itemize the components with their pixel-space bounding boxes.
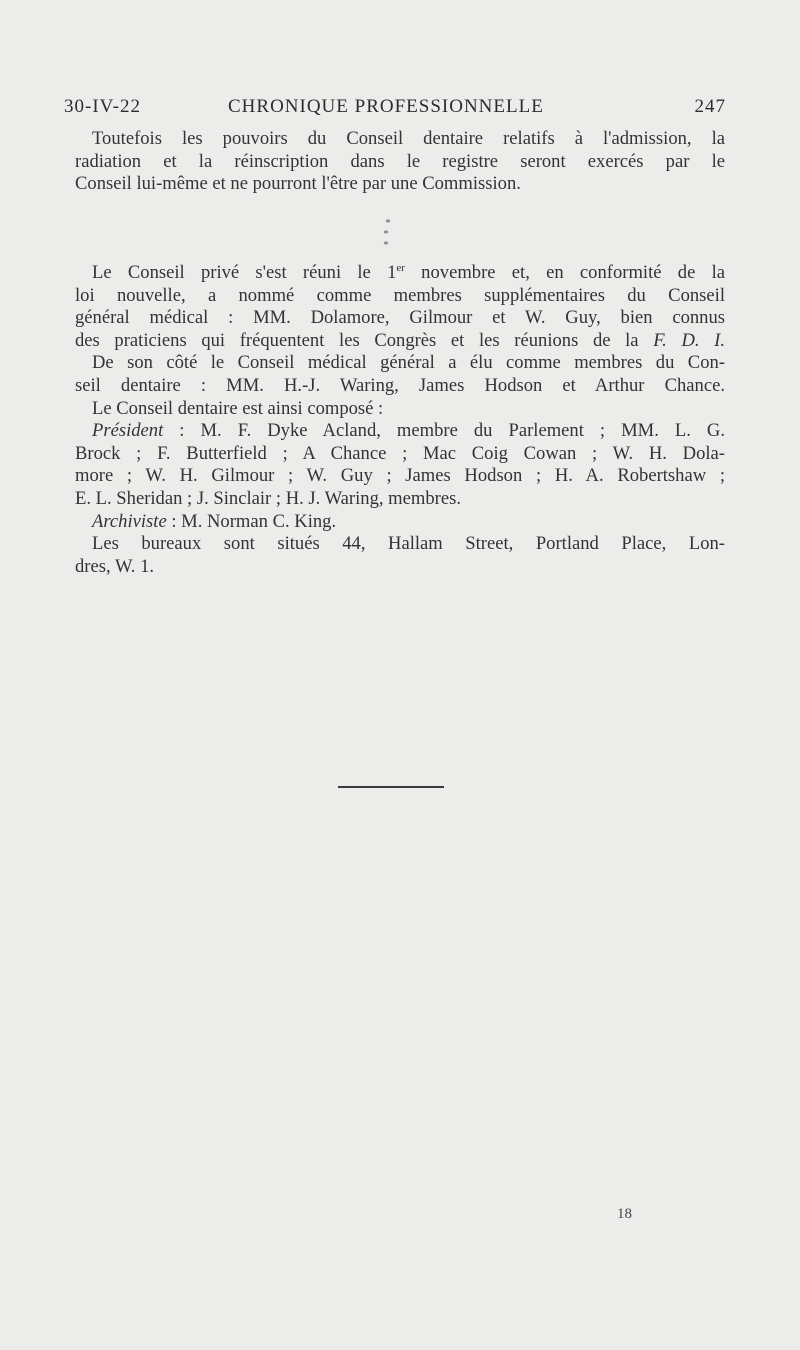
text-line: E. L. Sheridan ; J. Sinclair ; H. J. Waring, membres.: [75, 487, 461, 509]
text-span: : M. F. Dyke Acland, membre du Parlement ; MM. L. G.: [163, 420, 725, 442]
text-line: Brock ; F. Butterfield ; A Chance ; Mac Coig Cowan ; W. H. Dola-: [75, 442, 725, 464]
section-divider: [338, 786, 444, 788]
text-line: radiation et la réinscription dans le registre seront exercés par le: [75, 150, 725, 172]
text-line: De son côté le Conseil médical général a élu comme membres du Con-: [92, 352, 725, 374]
text-line: dres, W. 1.: [75, 555, 155, 577]
text-line: more ; W. H. Gilmour ; W. Guy ; James Hodson ; H. A. Robertshaw ;: [75, 465, 725, 487]
text-line: [75, 420, 725, 443]
text-line: général médical : MM. Dolamore, Gilmour et W. Guy, bien connus: [75, 307, 725, 329]
asterism-top: *: [385, 217, 391, 229]
text-span: novembre et, en conformité de la: [404, 262, 725, 283]
text-line: Les bureaux sont situés 44, Hallam Street, Portland Place, Lon-: [92, 533, 725, 555]
paragraph-powers: [75, 128, 725, 196]
text-span: Le Conseil privé s'est réuni le 1: [92, 262, 397, 283]
signature-mark: 18: [617, 1206, 632, 1222]
text-line: Le Conseil dentaire est ainsi composé :: [92, 397, 384, 419]
text-line: Conseil lui-même et ne pourront l'être par une Commission.: [75, 173, 521, 195]
text-span: : M. Norman C. King.: [166, 510, 337, 532]
asterism-separator: [376, 217, 400, 251]
text-span: des praticiens qui fréquentent les Congrès et les réunions de la: [75, 329, 654, 351]
president-label: Président: [92, 420, 164, 442]
asterism-bottom: * *: [383, 228, 393, 251]
text-line: seil dentaire : MM. H.-J. Waring, James Hodson et Arthur Chance.: [75, 374, 725, 396]
text-line: loi nouvelle, a nommé comme membres supplémentaires du Conseil: [75, 284, 725, 306]
header-title: CHRONIQUE PROFESSIONNELLE: [228, 96, 544, 117]
italic-abbreviation: F. D. I.: [653, 329, 726, 351]
text-line: [75, 330, 725, 353]
text-line: [75, 511, 725, 534]
archivist-label: Archiviste: [92, 510, 167, 532]
running-header: [64, 96, 726, 122]
page-number: 247: [694, 96, 726, 117]
main-text: [75, 262, 725, 578]
text-line: [75, 262, 725, 285]
superscript: er: [396, 261, 405, 274]
text-line: Toutefois les pouvoirs du Conseil dentaire relatifs à l'admission, la: [92, 128, 725, 149]
header-date: 30-IV-22: [64, 96, 141, 117]
